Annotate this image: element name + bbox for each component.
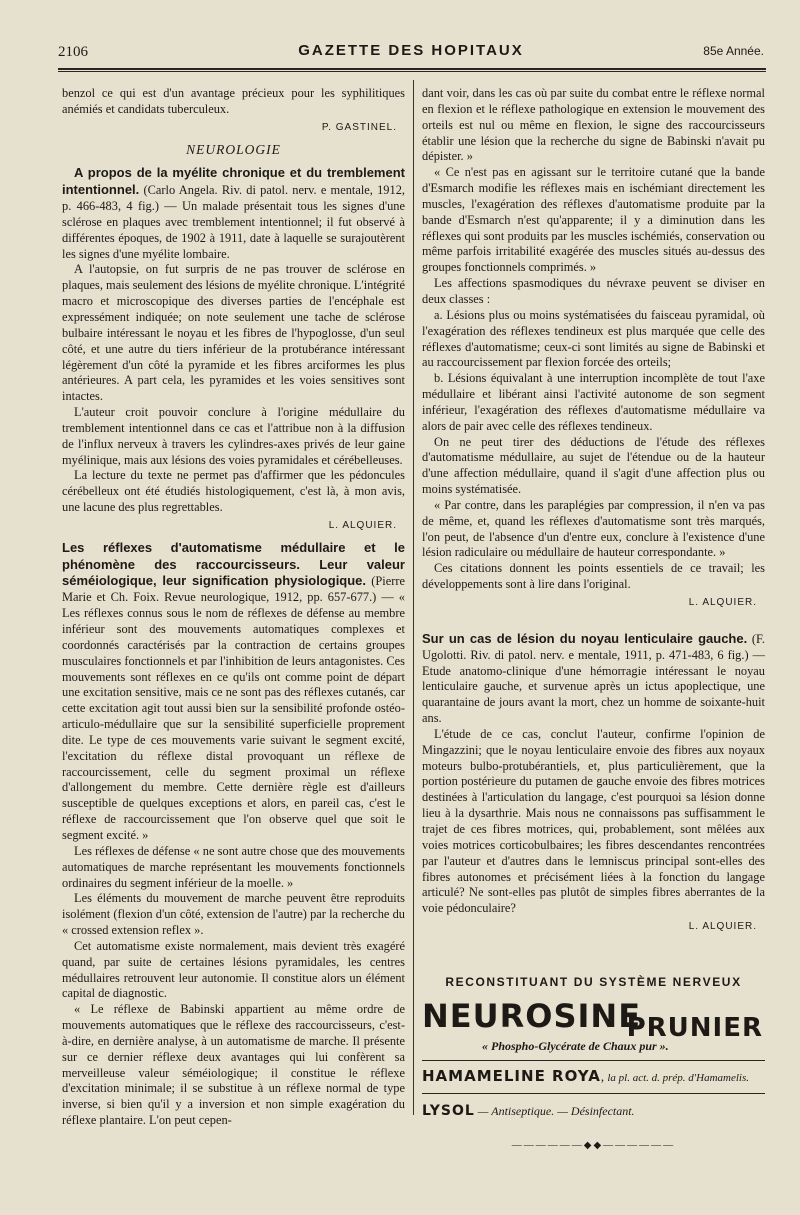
ad-lysol-name: LYSOL — [422, 1103, 475, 1120]
ad-brand-neurosine: NEUROSINE — [422, 996, 642, 1035]
paragraph: — « Les réflexes connus sous le nom de réflexes de défense au membre inférieur sont des mouvements automatiques complexes et coordonnés caractérisés par la contraction de certains groupes musculaires fonctionnels et par l'inhibition de leurs antagonistes. Ces mouvements sont réflexes en ce qu'ils ont comme point de départ une excitation sensitive, mais ce ne sont pas des réflexes cutanés, car cette excitation agit tout aussi bien sur la sensibilité profonde ostéo-articulo-médullaire que sur la sensibilité superficielle proprement dite. Le type de ces mouvements varie suivant le segment excité, l'excitation du réflexe distal provoquant un réflexe de raccourcissement, celle du segment proximal un réflexe d'allongement du membre. Cette dernière règle est d'ailleurs susceptible de quelques exceptions et alors, en pareil cas, c'est le réflexe de raccourcissement que l'on observe quel que soit le segment excité. » — [62, 590, 405, 842]
paragraph: Les réflexes de défense « ne sont autre chose que des mouvements automatiques de marche représentant les mouvements fonctionnels ordinaires du segment inférieur de la moelle. » — [62, 843, 405, 890]
ornament-divider: ——————◆◆—————— — [511, 1140, 676, 1152]
paragraph: L'étude de ce cas, conclut l'auteur, confirme l'opinion de Mingazzini; que le noyau lenticulaire envoie des fibres aux noyaux moteurs bulbo-protubérantiels, et, plus particulièrement, que la portion postérieure du putamen de gauche envoie des fibres motrices destinées à l'articulation du langage, c'est pourquoi sa lésion donne lieu à la dysarthrie. Mais nous ne connaissons pas suffisamment le trajet de ces fibres motrices, qui, probablement, sont mêlées aux voies motrices corticobulbaires; les fibres descendantes rencontrées par l'auteur et d'autres dans le lemniscus principal sont-elles des fibres autonomes et précisément liées à la fonction du langage articulé? Ne sont-elles pas plutôt de simples fibres aberrantes de la voie pédonculaire? — [422, 726, 765, 916]
article-intro — [422, 631, 765, 727]
author-signature: L. ALQUIER. — [688, 921, 757, 933]
ad-tagline: RECONSTITUANT DU SYSTÈME NERVEUX — [445, 974, 742, 989]
paragraph: « Par contre, dans les paraplégies par compression, il n'en va pas de même, et, quand les réflexes d'automatisme sont très marqués, l'on peut, de l'absence d'un d'entre eux, conclure à l'existence d'une lésion radiculaire ou médullaire de hauteur correspondante. » — [422, 497, 765, 560]
header-rule — [58, 68, 766, 70]
ad-hamameline-desc: la pl. act. d. prép. d'Hamamelis. — [607, 1072, 750, 1085]
ad-hamameline-name: HAMAMELINE ROYA — [422, 1067, 601, 1086]
article-reference: (Pierre Marie et Ch. Foix. Revue neurologique, 1912, pp. 657-677.) — [62, 574, 405, 605]
paragraph: a. Lésions plus ou moins systématisées du faisceau pyramidal, où l'exagération des réflexes tendineux est plus marquée que celle des réflexes d'automatisme; ceux-ci sont limités au signe de Babinski et au raccourcissement par flexion forcée des orteils; — [422, 307, 765, 370]
paragraph: b. Lésions équivalant à une interruption incomplète de tout l'axe médullaire et libérant ainsi l'activité autonome de son segment inférieur, l'exagération des réflexes d'automatisme médullaire va alors de pair avec celle des réflexes tendineux. — [422, 371, 765, 433]
left-column — [62, 86, 405, 1129]
ad-divider — [422, 1093, 765, 1094]
ad-lysol — [422, 1104, 765, 1120]
paragraph: La lecture du texte ne permet pas d'affirmer que les pédoncules cérébelleux ont été étudiés histologiquement, c'est là, à mon avis, une lacune des plus regrettables. — [62, 468, 405, 515]
paragraph: — Etude anatomo-clinique d'une hémorragie intéressant le noyau lenticulaire gauche, et survenue après un ictus apoplectique, une quarantaine de jours avant la mort, chez un homme de soixante-huit ans. — [422, 647, 765, 726]
paragraph: Ces citations donnent les points essentiels de ce travail; les développements sont à lire dans l'original. — [422, 561, 765, 592]
advertisement — [422, 975, 765, 1215]
article-title: A propos de la myélite chronique et du tremblement intentionnel. — [62, 165, 405, 198]
ad-subtitle: « Phospho-Glycérate de Chaux pur ». — [482, 1038, 669, 1053]
author-signature: L. ALQUIER. — [328, 519, 397, 531]
ad-lysol-desc: — Antiseptique. — Désinfectant. — [477, 1104, 635, 1119]
ad-brand-prunier: PRUNIER — [626, 1012, 763, 1043]
journal-title: GAZETTE DES HOPITAUX — [298, 42, 524, 59]
column-divider — [413, 80, 414, 1115]
paragraph: — Un malade présentait tous les signes d'une sclérose en plaques avec tremblement intentionnel; il fut observé à différentes époques, de 1902 à 1911, date à laquelle se surajoutèrent les signes d'une myélite lombaire. — [62, 199, 406, 261]
author-signature: P. GASTINEL. — [321, 121, 397, 133]
paragraph: L'auteur croit pouvoir conclure à l'origine médullaire du tremblement intentionnel dans ce cas et l'attribue non à la diffusion de l'influx nerveux à travers les cylindres-axes privés de leur gaine myélinique, mais aux lésions des voies pyramidales et cérébelleuses. — [62, 405, 405, 467]
article-intro — [62, 540, 405, 844]
paragraph: On ne peut tirer des déductions de l'étude des réflexes d'automatisme médullaire, au sujet de l'étendue ou de la hauteur d'une affection médullaire, quand il s'agit d'une affection plus ou moins systématisée. — [422, 434, 765, 497]
paragraph: Les affections spasmodiques du névraxe peuvent se diviser en deux classes : — [422, 276, 765, 306]
article-reference: (F. Ugolotti. Riv. di patol. nerv. e mentale, 1911, p. 471-483, 6 fig.) — [422, 631, 765, 662]
paragraph: « Le réflexe de Babinski appartient au même ordre de mouvements automatiques que le réflexe des raccourcisseurs, c'est-à-dire, en dernière analyse, à un automatisme de marche. Il présente sur ce dernier réflexe deux avantages qui lui confèrent sa merveilleuse valeur séméiologique; il constitue le réflexe d'excitation minimale; il se substitue à un réflexe normal de type inverse, si bien qu'il y a inversion et non simple exagération du réflexe plantaire. L'on peut cepen- — [62, 1002, 405, 1128]
paragraph: Les éléments du mouvement de marche peuvent être reproduits isolément (flexion d'un côté, extension de l'autre) par la recherche du « crossed extension reflex ». — [62, 891, 405, 938]
page-header — [58, 42, 764, 66]
ad-hamameline: HAMAMELINE ROYA, la pl. act. d. prép. d'Hamamelis. — [422, 1067, 750, 1086]
paragraph: Cet automatisme existe normalement, mais devient très exagéré quand, par suite de certaines lésions pyramidales, les centres médullaires retrouvent leur autonomie. Il constitue alors un élément capital de diagnostic. — [62, 938, 405, 1001]
header-rule-thin — [58, 71, 766, 72]
article-title: Les réflexes d'automatisme médullaire et le phénomène des raccourcisseurs. Leur valeur séméiologique, leur signification physiologique. — [62, 539, 405, 589]
author-signature: L. ALQUIER. — [688, 597, 757, 608]
ad-divider — [422, 1060, 765, 1061]
article-title: Sur un cas de lésion du noyau lenticulaire gauche. — [422, 630, 748, 646]
year-label: 85e Année. — [703, 44, 764, 58]
article-reference: (Carlo Angela. Riv. di patol. nerv. e mentale, 1912, p. 466-483, 4 fig.) — [62, 183, 405, 214]
article-intro — [62, 165, 405, 262]
paragraph: benzol ce qui est d'un avantage précieux pour les syphilitiques anémiés et candidats tuberculeux. — [62, 86, 405, 116]
right-column — [422, 86, 765, 1215]
paragraph: dant voir, dans les cas où par suite du combat entre le réflexe normal en flexion et le réflexe pathologique en extension le mouvement des orteils est nul ou même en flexion, le signe des raccourcisseurs établir une lésion que la recherche du signe de Babinski n'avait pu dépister. » — [422, 86, 765, 164]
section-heading: NEUROLOGIE — [186, 141, 281, 157]
page-number: 2106 — [58, 44, 88, 60]
paragraph: A l'autopsie, on fut surpris de ne pas trouver de sclérose en plaques, mais seulement des lésions de myélite chronique. L'intégrité macro et microscopique des diverses parties de l'encéphale est expressément indiquée; on note seulement une tache de sclérose bulbaire intéressant le noyau et les fibres de l'hypoglosse, d'un seul côté, et une autre du tiers inférieur de la protubérance intéressant légèrement d'un côté la pyramide et les fibres arciformes les plus antérieures. A part cela, les pyramides et les voies sensitives sont intactes. — [62, 262, 405, 404]
paragraph: « Ce n'est pas en agissant sur le territoire cutané que la bande d'Esmarch modifie les réflexes mais en ischémiant directement les muscles, l'exagération des réflexes d'automatisme produite par la bande d'Esmarch n'est qu'apparente; il y a diminution dans les réflexes qui sont produits par les muscles ischémiés, conservation ou même parfois irritabilité exagérée des muscles situés au-dessus des groupes fonctionnels comprimés. » — [422, 165, 765, 275]
